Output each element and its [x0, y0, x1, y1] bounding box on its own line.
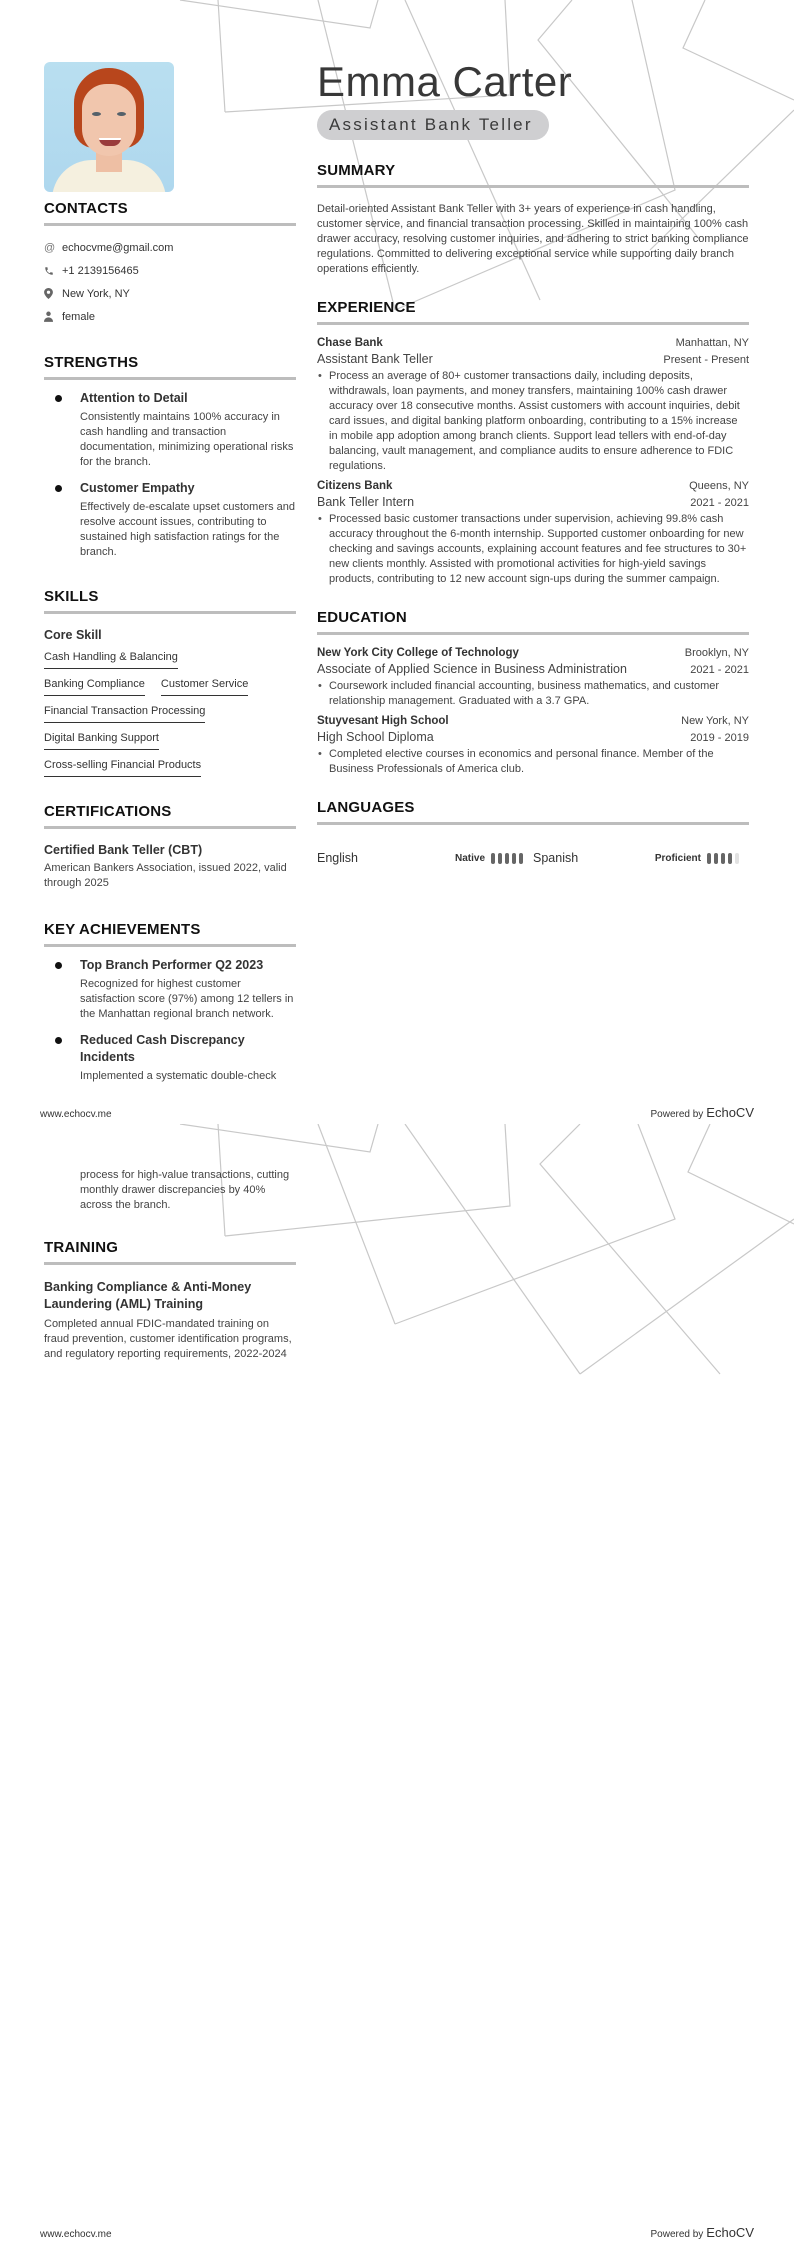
resume-page-2	[0, 1124, 794, 2246]
section-heading: TRAINING	[44, 1239, 119, 1256]
company-name: Citizens Bank	[317, 480, 393, 492]
experience-section	[317, 299, 749, 587]
school-location: Brooklyn, NY	[684, 647, 749, 659]
section-heading: CONTACTS	[44, 200, 128, 217]
study-dates: 2021 - 2021	[690, 664, 749, 676]
experience-entry	[317, 480, 749, 587]
bullet-dot-icon	[55, 485, 62, 492]
school-location: New York, NY	[681, 715, 749, 727]
section-heading: CERTIFICATIONS	[44, 803, 172, 820]
section-divider	[317, 322, 749, 325]
language-level: Proficient	[654, 852, 701, 864]
summary-section	[317, 162, 749, 277]
section-divider	[44, 1262, 296, 1265]
bullet-dot-icon	[55, 395, 62, 402]
powered-by: Powered by EchoCV	[650, 1105, 754, 1120]
skill-tag: Cross-selling Financial Products	[44, 756, 201, 777]
education-entry	[317, 647, 749, 709]
achievement-item: Top Branch Performer Q2 2023 Recognized for highest customer satisfaction score (97%) among 12 tellers in the Manhattan regional branch network.	[44, 957, 296, 1022]
study-dates: 2019 - 2019	[690, 732, 749, 744]
language-item	[533, 851, 749, 865]
training-title: Banking Compliance & Anti-Money Laundering (AML) Training	[44, 1280, 252, 1311]
section-divider	[44, 826, 296, 829]
skill-tag: Customer Service	[161, 675, 248, 696]
section-divider	[44, 223, 296, 226]
achievement-item: Reduced Cash Discrepancy Incidents Implemented a systematic double-check	[44, 1032, 296, 1084]
powered-by: Powered by EchoCV	[650, 2225, 754, 2240]
strengths-section	[44, 354, 296, 560]
section-divider	[44, 377, 296, 380]
contact-email[interactable]: @ echocvme@gmail.com	[44, 241, 174, 254]
strength-item: Customer Empathy Effectively de-escalate upset customers and resolve account issues, contributing to sustained high satisfaction ratings for the branch.	[44, 480, 296, 560]
certification-desc: American Bankers Association, issued 2022, valid through 2025	[44, 862, 287, 889]
proficiency-meter	[491, 853, 523, 864]
section-heading: EDUCATION	[317, 609, 407, 626]
certification-title: Certified Bank Teller (CBT)	[44, 843, 203, 857]
job-description: • Processed basic customer transactions under supervision, achieving 99.8% cash accuracy throughout the 6-month internship. Supported customer onboarding for new checking and savings accounts, explaining account features and fee structures to 30+ new clients monthly. Assisted with promotional activities for high-yield savings products, contributing to 12 new account sign-ups during the summer campaign.	[317, 512, 749, 587]
school-name: New York City College of Technology	[317, 647, 519, 659]
language-name: Spanish	[533, 851, 579, 865]
languages-section	[317, 799, 749, 865]
language-name: English	[317, 851, 358, 865]
job-role: Assistant Bank Teller	[317, 352, 433, 366]
contact-location: New York, NY	[44, 282, 296, 305]
phone-icon	[44, 266, 62, 276]
section-divider	[44, 944, 296, 947]
education-description: • Completed elective courses in economics and personal finance. Member of the Business Professionals of America club.	[317, 747, 749, 777]
footer-url-link[interactable]: www.echocv.me	[40, 1109, 112, 1120]
contact-phone[interactable]: +1 2139156465	[44, 259, 296, 282]
brand-logo[interactable]: EchoCV	[706, 2225, 754, 2240]
job-dates: Present - Present	[663, 354, 749, 366]
achievement-desc-continued: process for high-value transactions, cutting monthly drawer discrepancies by 40% across the branch.	[80, 1169, 290, 1211]
bullet-dot-icon	[55, 962, 62, 969]
job-location: Queens, NY	[689, 480, 749, 492]
strength-item: Attention to Detail Consistently maintains 100% accuracy in cash handling and transaction documentation, minimizing operational risks for the branch.	[44, 390, 296, 470]
certifications-section	[44, 803, 296, 891]
skill-tag: Cash Handling & Balancing	[44, 648, 178, 669]
proficiency-meter	[707, 853, 739, 864]
training-section	[44, 1239, 296, 1362]
skills-section	[44, 588, 296, 777]
education-section	[317, 609, 749, 777]
job-location: Manhattan, NY	[675, 337, 749, 349]
contact-gender: female	[44, 305, 296, 328]
candidate-name: Emma Carter	[317, 58, 573, 105]
skill-tag: Banking Compliance	[44, 675, 145, 696]
footer-url-link[interactable]: www.echocv.me	[40, 2229, 112, 2240]
language-item	[317, 851, 533, 865]
skill-group-label: Core Skill	[44, 628, 102, 642]
main-content	[317, 162, 749, 865]
language-level: Native	[454, 852, 485, 864]
section-heading: SUMMARY	[317, 162, 396, 179]
section-divider	[317, 822, 749, 825]
person-icon	[44, 311, 62, 322]
education-entry	[317, 715, 749, 777]
skill-tag: Digital Banking Support	[44, 729, 159, 750]
job-dates: 2021 - 2021	[690, 497, 749, 509]
summary-text: Detail-oriented Assistant Bank Teller with 3+ years of experience in cash handling, customer service, and financial transaction processing. Skilled in maintaining 100% cash drawer accuracy, resolving customer inquiries, and adhering to strict banking compliance regulations. Committed to delivering exceptional service while supporting daily branch operations efficiently.	[317, 203, 749, 275]
education-description: • Coursework included financial accounting, business mathematics, and customer relationship management. Graduated with a 3.7 GPA.	[317, 679, 749, 709]
school-name: Stuyvesant High School	[317, 715, 449, 727]
section-heading: KEY ACHIEVEMENTS	[44, 921, 201, 938]
location-pin-icon	[44, 288, 62, 299]
skill-tag: Financial Transaction Processing	[44, 702, 205, 723]
key-achievements-section	[44, 921, 296, 1084]
job-description: • Process an average of 80+ customer transactions daily, including deposits, withdrawals, loan payments, and money transfers, maintaining 100% cash drawer accuracy over 18 consecutive months. Assist customers with account inquiries, debit card issues, and digital banking platform onboarding, contributing to a 15% increase in mobile app adoption among branch clients. Support lead tellers with end-of-day balancing, vault management, and compliance audits to ensure adherence to FDIC regulations.	[317, 369, 749, 474]
page-footer	[40, 2224, 754, 2242]
sidebar-continued	[44, 1168, 296, 1362]
section-heading: STRENGTHS	[44, 354, 139, 371]
section-divider	[317, 632, 749, 635]
bullet-dot-icon	[55, 1037, 62, 1044]
brand-logo[interactable]: EchoCV	[706, 1105, 754, 1120]
degree: Associate of Applied Science in Business Administration	[317, 662, 627, 676]
profile-photo	[44, 62, 174, 192]
job-title-badge: Assistant Bank Teller	[317, 110, 549, 140]
sidebar	[44, 200, 296, 1084]
skill-list	[44, 642, 296, 777]
degree: High School Diploma	[317, 730, 434, 744]
job-role: Bank Teller Intern	[317, 495, 415, 509]
training-desc: Completed annual FDIC-mandated training on fraud prevention, customer identification programs, and regulatory reporting requirements, 2022-2024	[44, 1318, 292, 1360]
at-icon: @	[44, 241, 56, 254]
section-divider	[44, 611, 296, 614]
page-footer	[40, 1104, 754, 1122]
section-heading: EXPERIENCE	[317, 299, 416, 316]
section-heading: LANGUAGES	[317, 799, 415, 816]
section-heading: SKILLS	[44, 588, 99, 605]
section-divider	[317, 185, 749, 188]
contacts-section	[44, 200, 296, 328]
experience-entry	[317, 337, 749, 474]
company-name: Chase Bank	[317, 337, 383, 349]
